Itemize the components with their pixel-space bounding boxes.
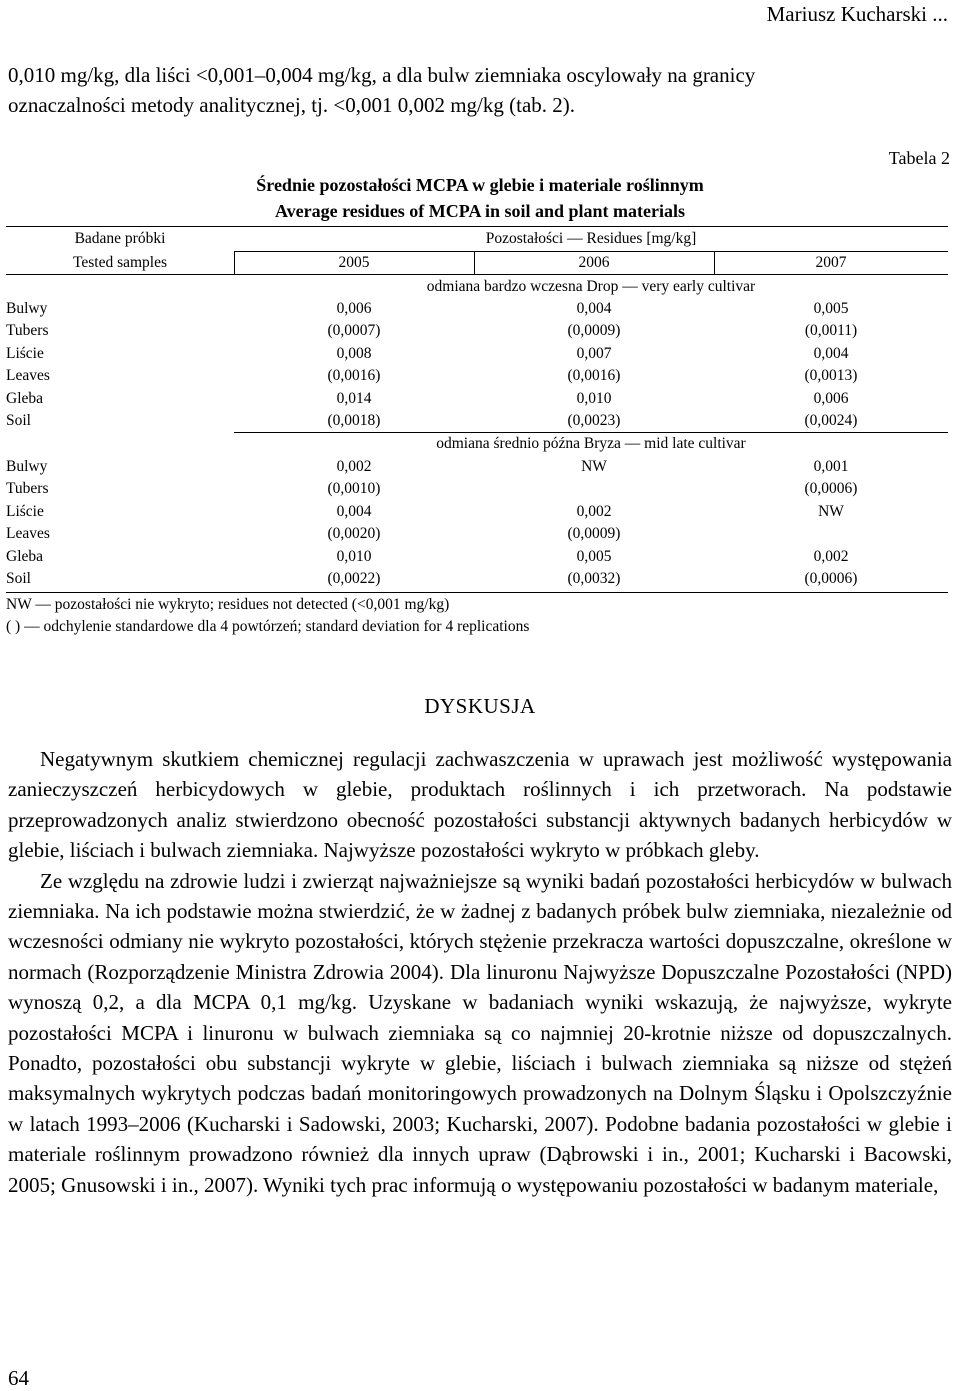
table-row (6, 298, 948, 320)
table-cell: (0,0006) (804, 570, 858, 587)
sample-name: Gleba (6, 390, 44, 407)
header-col-separator (714, 252, 715, 274)
header-year-2007: 2007 (815, 254, 847, 271)
table-notes (6, 594, 529, 638)
table-cell: NW (818, 503, 844, 520)
intro-paragraph (8, 60, 952, 120)
table-top-rule (6, 226, 948, 227)
paragraph: Negatywnym skutkiem chemicznej regulacji zachwaszczenia w uprawach jest możliwość występowania zanieczyszczeń herbicydowych w glebie, produktach roślinnych i ich przetworach. Na podstawie przeprowadzonych analiz stwierdzono obecność pozostałości substancji aktywnych badanych herbicydów w glebie, liściach i bulwach ziemniaka. Najwyższe pozostałości wykryto w próbkach gleby. (8, 747, 952, 863)
sample-name: Tubers (6, 322, 49, 339)
header-residues: Pozostałości — Residues [mg/kg] (485, 230, 697, 247)
table-caption (0, 172, 960, 224)
table-cell: 0,010 (336, 548, 372, 565)
table-cell: (0,0009) (567, 525, 621, 542)
table-cell: 0,006 (336, 300, 372, 317)
table-row (6, 456, 948, 478)
table-cell: (0,0011) (804, 322, 858, 339)
cultivar-heading (6, 433, 948, 455)
sample-name: Leaves (6, 525, 50, 542)
table-cell: 0,007 (576, 345, 612, 362)
table-cell: (0,0006) (804, 480, 858, 497)
cultivar-early: odmiana bardzo wczesna Drop — very early cultivar (426, 278, 756, 295)
header-col-separator (474, 252, 475, 274)
sample-name: Soil (6, 412, 31, 429)
table-row (6, 410, 948, 432)
table-cell: 0,004 (576, 300, 612, 317)
header-samples-en: Tested samples (72, 254, 168, 271)
cultivar-heading (6, 276, 948, 298)
discussion-body (8, 744, 952, 1200)
table-cell: (0,0009) (567, 322, 621, 339)
table-cell: 0,002 (576, 503, 612, 520)
cultivar-mid-late: odmiana średnio późna Bryza — mid late cultivar (436, 435, 746, 452)
table-note-nw: NW — pozostałości nie wykryto; residues not detected (<0,001 mg/kg) (6, 596, 450, 613)
table-cell: 0,014 (336, 390, 372, 407)
table-cell: 0,005 (813, 300, 849, 317)
intro-line-2: oznaczalności metody analitycznej, tj. <0,001 0,002 mg/kg (tab. 2). (8, 93, 576, 117)
header-samples-pl: Badane próbki (74, 230, 166, 247)
header-year-2005: 2005 (338, 254, 370, 271)
table-cell: (0,0007) (327, 322, 381, 339)
table-cell: 0,005 (576, 548, 612, 565)
table-label: Tabela 2 (888, 148, 950, 168)
sample-name: Bulwy (6, 458, 48, 475)
table-note-sd: ( ) — odchylenie standardowe dla 4 powtórzeń; standard deviation for 4 replications (6, 618, 530, 635)
table-row (6, 320, 948, 342)
table-cell: (0,0020) (327, 525, 381, 542)
table-row (6, 365, 948, 387)
sample-name: Liście (6, 503, 44, 520)
table-cell: (0,0016) (567, 367, 621, 384)
header-col-separator (234, 252, 235, 274)
table-row (6, 546, 948, 568)
table-cell: 0,001 (813, 458, 849, 475)
table-cell: 0,006 (813, 390, 849, 407)
table-row (6, 501, 948, 523)
table-cell: (0,0022) (327, 570, 381, 587)
table-title-pl: Średnie pozostałości MCPA w glebie i materiale roślinnym (256, 175, 704, 195)
sample-name: Tubers (6, 480, 49, 497)
table-cell: 0,004 (336, 503, 372, 520)
sample-name: Bulwy (6, 300, 48, 317)
table-row (6, 343, 948, 365)
table-cell: 0,002 (336, 458, 372, 475)
table-cell: (0,0016) (327, 367, 381, 384)
table-cell: (0,0023) (567, 412, 621, 429)
table-row (6, 568, 948, 590)
sample-name: Gleba (6, 548, 44, 565)
table-cell: (0,0024) (804, 412, 858, 429)
intro-line-1: 0,010 mg/kg, dla liści <0,001–0,004 mg/kg, a dla bulw ziemniaka oscylowały na granicy (8, 63, 756, 87)
paragraph: Ze względu na zdrowie ludzi i zwierząt najważniejsze są wyniki badań pozostałości herbicydów w bulwach ziemniaka. Na ich podstawie można stwierdzić, że w żadnej z badanych próbek bulw ziemniaka, niezależnie od wczesności odmiany nie wykryto pozostałości, których stężenie przekracza wartości dopuszczalne, określone w normach (Rozporządzenie Ministra Zdrowia 2004). Dla linuronu Najwyższe Dopuszczalne Pozostałości (NPD) wynoszą 0,2, a dla MCPA 0,1 mg/kg. Uzyskane w badaniach wyniki wskazują, że najwyższe, wykryte pozostałości MCPA i linuronu w bulwach ziemniaka są co najmniej 20-krotnie niższe od dopuszczalnych. Ponadto, pozostałości obu substancji wykryte w glebie, liściach i bulwach ziemniaka są niższe od stężeń maksymalnych wykrytych podczas badań monitoringowych prowadzonych na Dolnym Śląsku i Opolszczyźnie w latach 1993–2006 (Kucharski i Sadowski, 2003; Kucharski, 2007). Podobne badania pozostałości w glebie i materiale roślinnym prowadzono również dla innych upraw (Dąbrowski i in., 2001; Kucharski i Bacowski, 2005; Gnusowski i in., 2007). Wyniki tych prac informują o występowaniu pozostałości w badanym materiale, (8, 868, 952, 1197)
table-cell: 0,004 (813, 345, 849, 362)
table-header-row-2 (6, 252, 948, 274)
header-year-2006: 2006 (578, 254, 610, 271)
table-cell: NW (581, 458, 607, 475)
header-bottom-rule (6, 274, 948, 275)
table-row (6, 388, 948, 410)
table-cell: 0,002 (813, 548, 849, 565)
sample-name: Leaves (6, 367, 50, 384)
table-bottom-rule (6, 592, 948, 593)
table-cell: 0,008 (336, 345, 372, 362)
table-cell: (0,0013) (804, 367, 858, 384)
table-cell: 0,010 (576, 390, 612, 407)
running-header: Mariusz Kucharski ... (766, 2, 948, 26)
section-title: DYSKUSJA (424, 694, 536, 718)
table-row (6, 523, 948, 545)
table-title-en: Average residues of MCPA in soil and plant materials (275, 201, 685, 221)
page-number: 64 (8, 1366, 29, 1390)
sample-name: Liście (6, 345, 44, 362)
table-header-row-1 (6, 228, 948, 250)
table-cell: (0,0018) (327, 412, 381, 429)
sample-name: Soil (6, 570, 31, 587)
table-row (6, 478, 948, 500)
table-cell: (0,0010) (327, 480, 381, 497)
table-cell: (0,0032) (567, 570, 621, 587)
